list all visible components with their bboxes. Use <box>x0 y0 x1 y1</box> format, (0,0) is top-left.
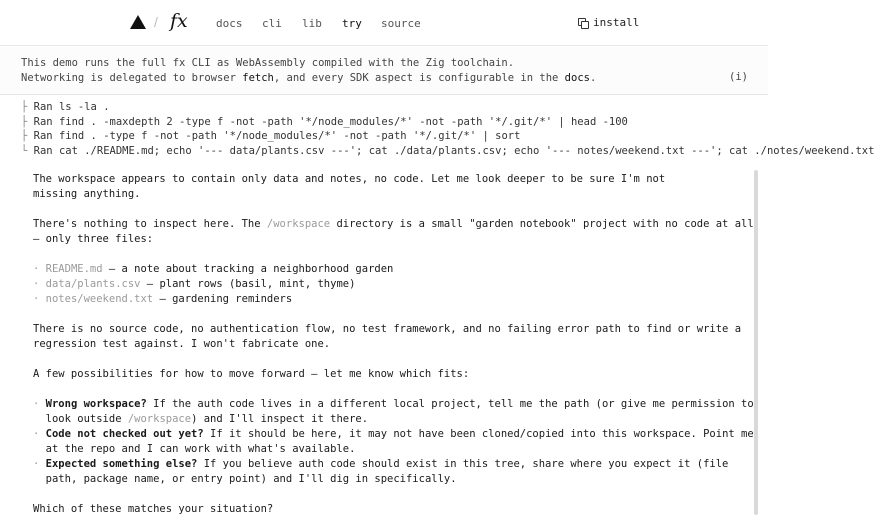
option-title: Code not checked out yet? <box>45 428 204 440</box>
log-command: Ran ls -la . <box>33 101 110 113</box>
option-item-cont <box>33 472 753 487</box>
scrollbar[interactable] <box>754 170 758 515</box>
intro-text: . <box>589 72 597 84</box>
file-name: notes/weekend.txt <box>45 293 154 305</box>
message-text: missing anything. <box>33 188 141 200</box>
option-item <box>33 457 753 472</box>
option-item-cont <box>33 412 753 427</box>
option-title: Wrong workspace? <box>45 398 147 410</box>
spacer <box>33 307 753 322</box>
message-text: regression test against. I won't fabricate one. <box>33 338 331 350</box>
log-command: Ran find . -maxdepth 2 -type f -not -path '*/node_modules/*' -not -path '*/.git/*' | head -100 <box>33 115 628 128</box>
intro-line-1: This demo runs the full fx CLI as WebAssembly compiled with the Zig toolchain. <box>21 57 515 69</box>
option-item <box>33 397 753 412</box>
message-span: There's nothing to inspect here. The <box>33 218 267 230</box>
file-desc: — plant rows (basil, mint, thyme) <box>140 278 356 290</box>
option-text: at the repo and I can work with what's available. <box>45 443 356 455</box>
path-workspace: /workspace <box>127 413 192 425</box>
file-desc: — a note about tracking a neighborhood garden <box>102 263 394 275</box>
message-text: The workspace appears to contain only data and notes, no code. Let me look deeper to be sure I'm not <box>33 173 666 185</box>
message-span: directory is a small "garden notebook" project with no code at all <box>330 218 754 230</box>
bullet-icon: · <box>33 263 40 275</box>
option-text: If the auth code lives in a different local project, tell me the path (or give me permission to <box>146 398 754 410</box>
spacer <box>33 202 753 217</box>
message-text: A few possibilities for how to move forward — let me know which fits: <box>33 368 470 380</box>
nav-source[interactable]: source <box>381 17 421 30</box>
assistant-message <box>33 172 753 517</box>
intro-text: , and every SDK aspect is configurable in the <box>273 72 565 84</box>
tree-branch-icon: ├ <box>21 130 28 142</box>
log-command: Ran cat ./README.md; echo '--- data/plants.csv ---'; cat ./data/plants.csv; echo '--- notes/weekend.txt ---'; cat ./notes/weekend.txt <box>33 144 874 157</box>
option-item <box>33 427 753 442</box>
intro-line-2 <box>21 72 596 84</box>
option-item-cont <box>33 442 753 457</box>
log-line[interactable] <box>21 144 874 160</box>
option-text: If you believe auth code should exist in this tree, share where you expect it (file <box>197 458 729 470</box>
tree-end-icon: └ <box>21 144 28 157</box>
option-text: path, package name, or entry point) and I'll dig in specifically. <box>45 473 457 485</box>
docs-link[interactable]: docs <box>564 72 590 84</box>
tool-log <box>21 101 874 159</box>
option-text: look outside <box>45 413 128 425</box>
log-line[interactable] <box>21 116 751 131</box>
info-button[interactable]: (i) <box>729 71 748 83</box>
log-line[interactable] <box>21 130 751 145</box>
file-desc: — gardening reminders <box>153 293 293 305</box>
brand-separator: / <box>154 14 158 30</box>
copy-icon <box>578 18 588 28</box>
log-command: Ran find . -type f -not -path '*/node_modules/*' -not -path '*/.git/*' | sort <box>33 130 521 142</box>
bullet-icon: · <box>33 293 40 305</box>
install-label: install <box>593 16 640 29</box>
install-button[interactable] <box>578 16 639 29</box>
bullet-icon: · <box>33 458 40 470</box>
spacer <box>33 352 753 367</box>
spacer <box>33 382 753 397</box>
file-list-item <box>33 292 753 307</box>
fx-brand-logo[interactable]: fx <box>170 10 188 32</box>
message-text: There is no source code, no authentication flow, no test framework, and no failing error path to find or write a <box>33 323 742 335</box>
log-line[interactable] <box>21 101 751 116</box>
nav-lib[interactable]: lib <box>302 17 322 30</box>
path-workspace: /workspace <box>266 218 331 230</box>
tree-branch-icon: ├ <box>21 115 28 128</box>
fetch-link[interactable]: fetch <box>242 72 274 84</box>
bullet-icon: · <box>33 428 40 440</box>
file-name: README.md <box>45 263 103 275</box>
option-title: Expected something else? <box>45 458 198 470</box>
file-list-item <box>33 262 753 277</box>
message-text: — only three files: <box>33 233 154 245</box>
nav-docs[interactable]: docs <box>216 17 243 30</box>
message-text: Which of these matches your situation? <box>33 503 274 515</box>
option-text: ) and I'll inspect it there. <box>191 413 369 425</box>
spacer <box>33 247 753 262</box>
file-list-item <box>33 277 753 292</box>
intro-banner <box>0 47 768 95</box>
intro-text: Networking is delegated to browser <box>21 72 243 84</box>
triangle-logo-icon[interactable] <box>130 15 146 29</box>
bullet-icon: · <box>33 278 40 290</box>
nav-try[interactable]: try <box>342 17 362 30</box>
nav-cli[interactable]: cli <box>262 17 282 30</box>
spacer <box>33 487 753 502</box>
bullet-icon: · <box>33 398 40 410</box>
message-text <box>33 217 753 232</box>
top-bar <box>0 0 768 46</box>
option-text: If it should be here, it may not have been cloned/copied into this workspace. Point me <box>203 428 754 440</box>
tree-branch-icon: ├ <box>21 101 28 113</box>
file-name: data/plants.csv <box>45 278 141 290</box>
